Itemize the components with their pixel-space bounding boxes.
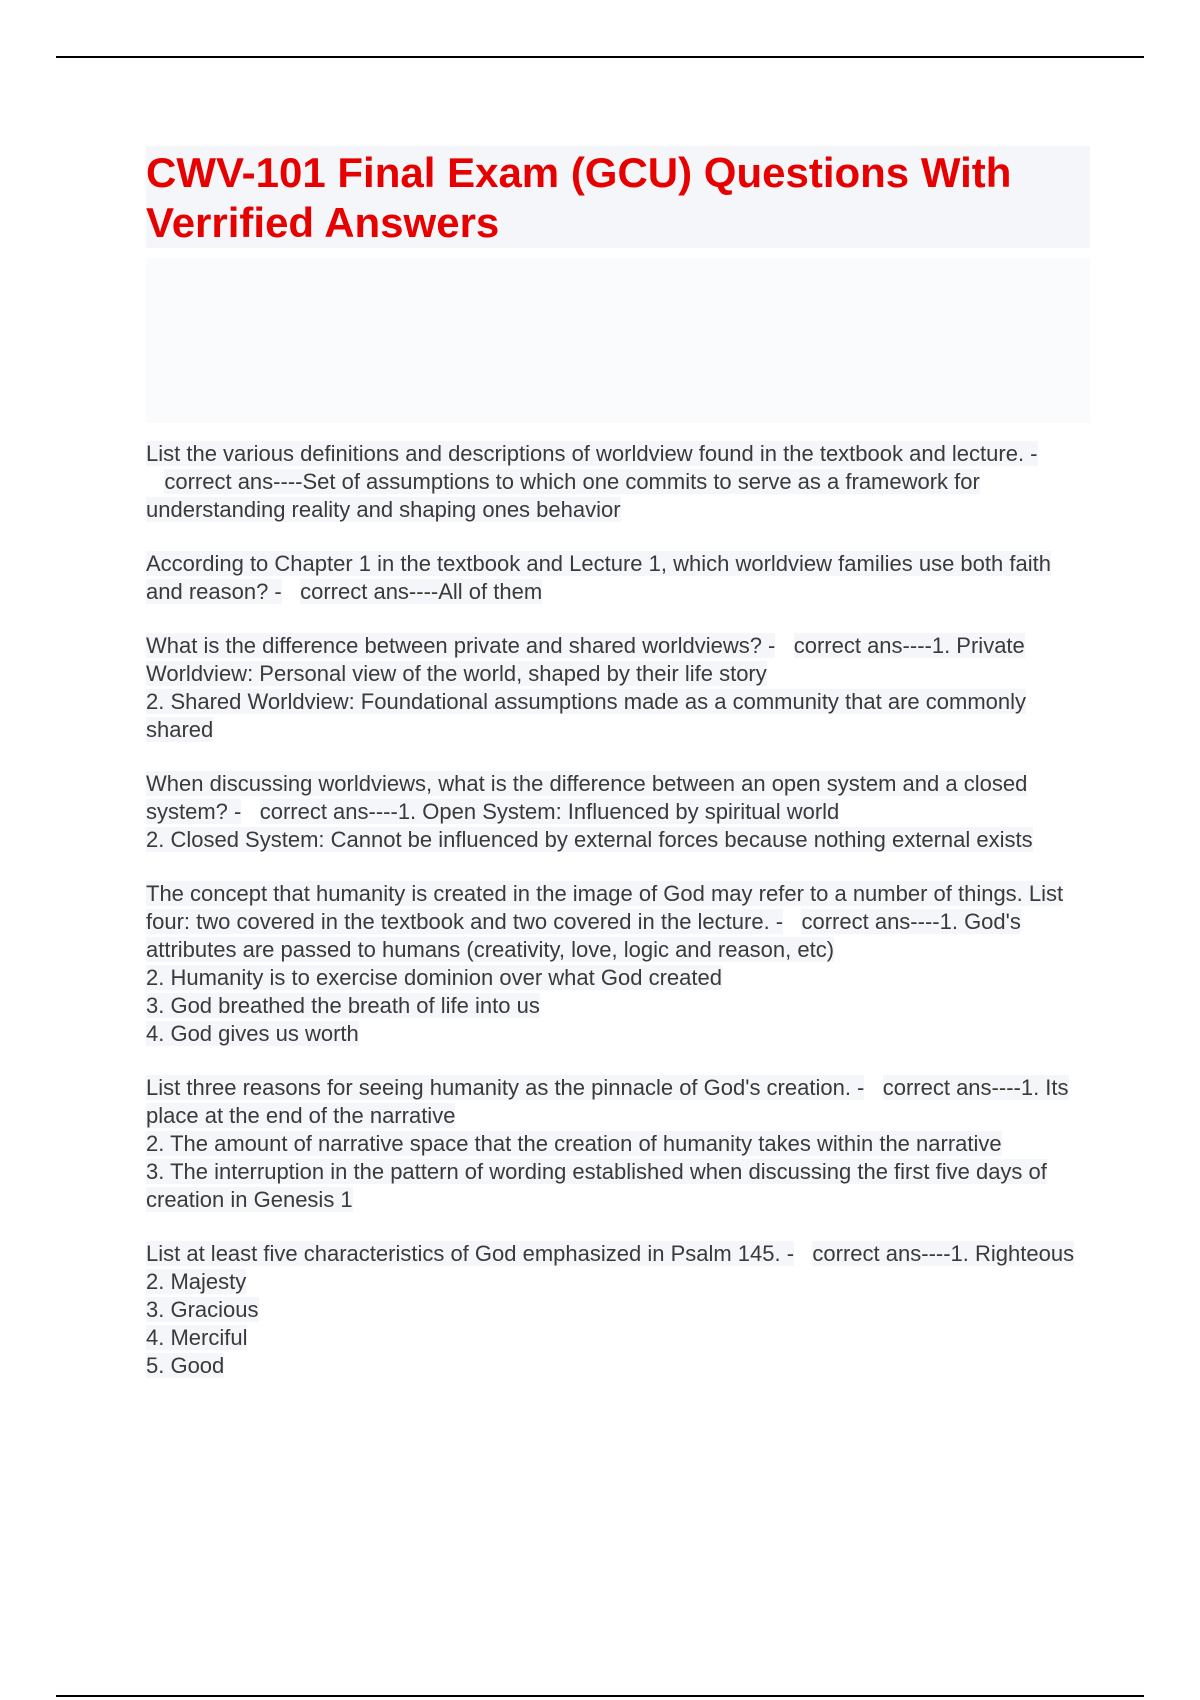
qa-6-question: List three reasons for seeing humanity as the pinnacle of God's creation. -: [146, 1075, 865, 1100]
bottom-rule: [56, 1695, 1144, 1697]
qa-5-answer-line-4: [146, 1020, 1090, 1048]
qa-4-question: When discussing worldviews, what is the difference between an open system and a closed system? -: [146, 771, 1028, 824]
qa-3-answer-line-2: [146, 688, 1090, 744]
qa-2-text: [146, 550, 1090, 606]
qa-item-5: [146, 880, 1090, 1048]
qa-item-4: [146, 770, 1090, 854]
top-rule: [56, 56, 1144, 58]
qa-7-answer-line-3: [146, 1296, 1090, 1324]
qa-1-question: List the various definitions and descriptions of worldview found in the textbook and lecture. -: [146, 441, 1038, 466]
qa-5-answer-line-3: [146, 992, 1090, 1020]
qa-item-6: [146, 1074, 1090, 1214]
qa-6-answer-line-2: [146, 1130, 1090, 1158]
qa-6-answer-line-3: [146, 1158, 1090, 1214]
qa-7-answer-line-4-text: 4. Merciful: [146, 1325, 248, 1350]
qa-5-question: The concept that humanity is created in the image of God may refer to a number of things. List four: two covered in the textbook and two covered in the lecture. -: [146, 881, 1064, 934]
qa-4-text: [146, 770, 1090, 826]
qa-item-7: [146, 1240, 1090, 1380]
qa-7-answer-line-5-text: 5. Good: [146, 1353, 225, 1378]
qa-6-answer-line-2-text: 2. The amount of narrative space that the creation of humanity takes within the narrative: [146, 1131, 1002, 1156]
qa-5-answer-line-2-text: 2. Humanity is to exercise dominion over what God created: [146, 965, 722, 990]
qa-3-question: What is the difference between private and shared worldviews? -: [146, 633, 776, 658]
qa-2-question: According to Chapter 1 in the textbook and Lecture 1, which worldview families use both faith and reason? -: [146, 551, 1051, 604]
qa-1-text: [146, 440, 1090, 524]
qa-6-answer-line-1: correct ans----1. Its place at the end of the narrative: [146, 1075, 1069, 1128]
qa-5-answer-line-3-text: 3. God breathed the breath of life into us: [146, 993, 540, 1018]
qa-7-text: [146, 1240, 1090, 1268]
qa-7-answer-line-1: correct ans----1. Righteous: [812, 1241, 1075, 1266]
qa-3-answer-line-2-text: 2. Shared Worldview: Foundational assumptions made as a community that are commonly shared: [146, 689, 1027, 742]
qa-4-answer-line-2: [146, 826, 1090, 854]
qa-7-question: List at least five characteristics of God emphasized in Psalm 145. -: [146, 1241, 795, 1266]
blank-area: [146, 258, 1090, 423]
qa-7-answer-line-2-text: 2. Majesty: [146, 1269, 247, 1294]
qa-2-answer-line-1: correct ans----All of them: [300, 579, 543, 604]
qa-3-answer-line-1: correct ans----1. Private Worldview: Personal view of the world, shaped by their life story: [146, 633, 1025, 686]
title-line-1: CWV-101 Final Exam (GCU) Questions With: [146, 149, 1012, 196]
qa-7-answer-line-4: [146, 1324, 1090, 1352]
qa-5-answer-line-1: correct ans----1. God's attributes are passed to humans (creativity, love, logic and reason, etc): [146, 909, 1021, 962]
qa-5-answer-line-4-text: 4. God gives us worth: [146, 1021, 359, 1046]
qa-7-answer-line-3-text: 3. Gracious: [146, 1297, 259, 1322]
qa-5-answer-line-2: [146, 964, 1090, 992]
qa-7-answer-line-2: [146, 1268, 1090, 1296]
qa-6-answer-line-3-text: 3. The interruption in the pattern of wording established when discussing the first five days of creation in Genesis 1: [146, 1159, 1047, 1212]
qa-item-3: [146, 632, 1090, 744]
qa-6-text: [146, 1074, 1090, 1130]
qa-list: [146, 440, 1090, 1406]
qa-7-answer-line-5: [146, 1352, 1090, 1380]
qa-item-1: [146, 440, 1090, 524]
qa-3-text: [146, 632, 1090, 688]
document-title: [146, 148, 1090, 248]
title-block: [146, 146, 1090, 248]
qa-5-text: [146, 880, 1090, 964]
qa-4-answer-line-2-text: 2. Closed System: Cannot be influenced by external forces because nothing external exists: [146, 827, 1033, 852]
qa-1-answer-line-1: correct ans----Set of assumptions to which one commits to serve as a framework for understanding reality and shaping ones behavior: [146, 469, 980, 522]
qa-4-answer-line-1: correct ans----1. Open System: Influenced by spiritual world: [259, 799, 840, 824]
title-line-2: Verrified Answers: [146, 199, 500, 246]
qa-item-2: [146, 550, 1090, 606]
